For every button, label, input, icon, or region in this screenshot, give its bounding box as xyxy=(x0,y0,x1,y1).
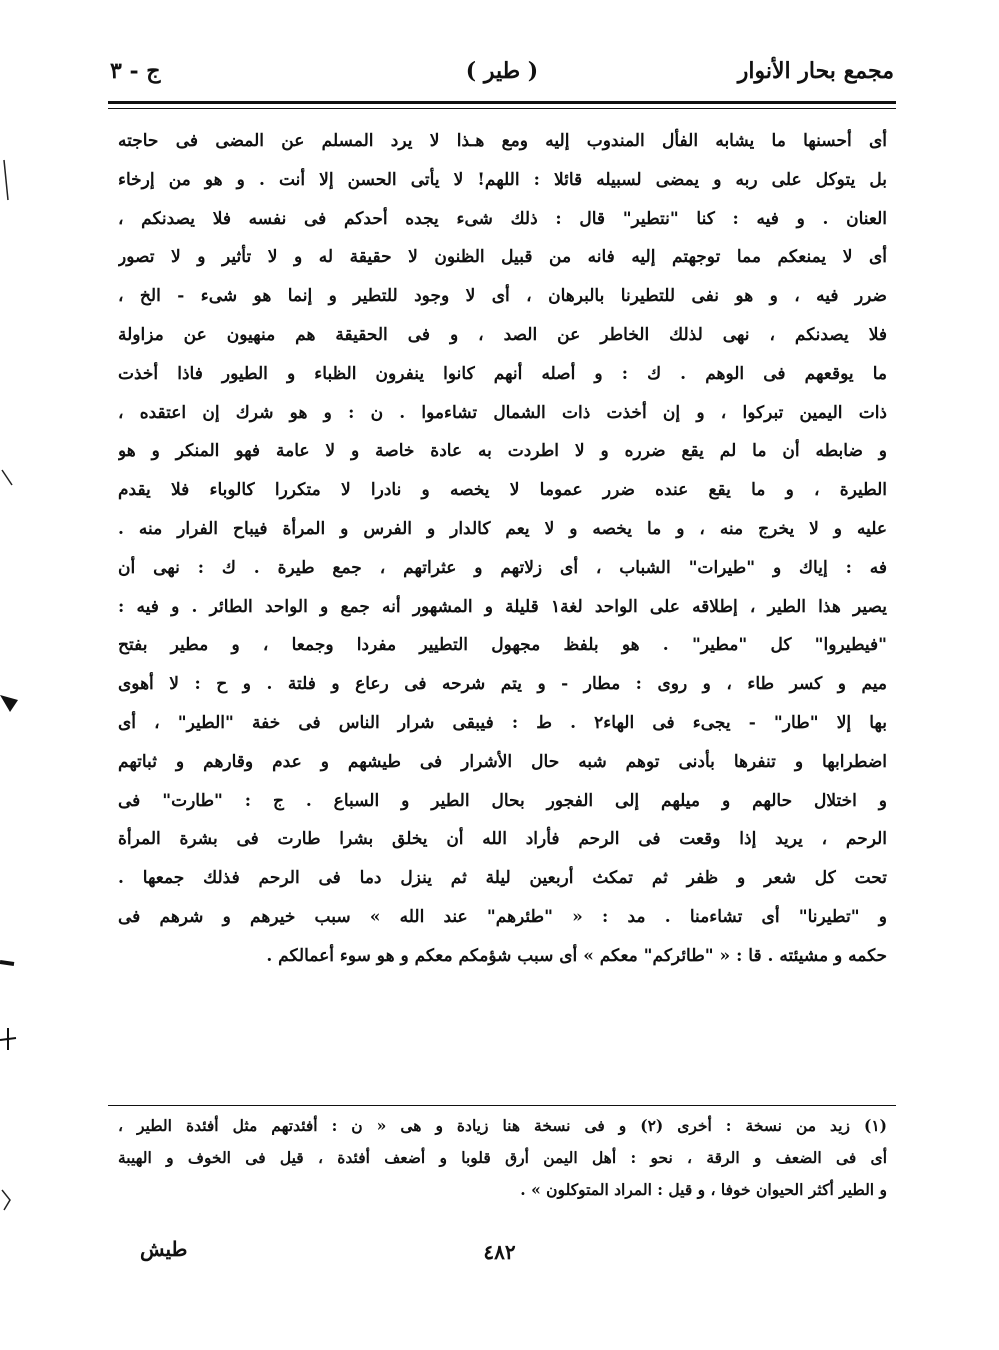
text-line: الطيرة ، و ما يقع عنده ضرر عموما لا يخصه و نادرا لا متكررا كالوباء فلا يقدم xyxy=(118,480,887,501)
scan-edge-marks xyxy=(0,140,20,1220)
header-rule-thin xyxy=(108,108,896,109)
page-number: ٤٨٢ xyxy=(483,1240,516,1264)
text-line: حكمه و مشيئته . قا : « "طائركم" معكم » أى سبب شؤمكم معكم و هو سوء أعمالكم . xyxy=(266,945,887,966)
text-line: و "تطيرنا" أى تشاءمنا . مد : « "طئرهم" عند الله » سبب خيرهم و شرهم فى xyxy=(118,906,887,927)
text-line: فه : إياك و "طيرات" الشباب ، أى زلاتهم و عثراتهم ، جمع طيرة . ك : نهى أن xyxy=(118,557,887,578)
catchword: طيش xyxy=(140,1237,188,1261)
volume-label: ج - ٣ xyxy=(110,58,161,84)
text-line: "فيطيروا" كل "مطير" . هو بلفظ مجهول التطيير مفردا وجمعا ، و مطير بفتح xyxy=(118,635,887,656)
text-line: بل يتوكل على ربه و يمضى لسبيله قائلا : اللهم! لا يأتى الحسن إلا أنت . و هو من إرخاء xyxy=(118,169,887,190)
footnote-line: أى فى الضعف و الرقة ، نحو : أهل اليمن أرق قلوبا و أضعف أفئدة ، قيل فى الخوف و الهيبة xyxy=(118,1148,887,1167)
text-line: ميم و كسر طاء ، و روى : مطار - و يتم شرحه فى رعاع و فلتة . و ح : لا أهوى xyxy=(118,674,887,695)
text-line: بها إلا "طار" - يجىء فى الهاء٢ . ط : فيبقى شرار الناس فى خفة "الطير" ، أى xyxy=(118,712,887,733)
entry-heading: ( طير ) xyxy=(465,58,539,84)
text-line: ما يوقعهم فى الوهم . ك : و أصله أنهم كانوا ينفرون الظباء و الطيور فاذا أخذت xyxy=(118,363,887,384)
text-line: الرحم ، يريد إذا وقعت فى الرحم فأراد الله أن يخلق بشرا طارت فى بشرة المرأة xyxy=(118,829,887,850)
text-line: ذات اليمين تبركوا ، و إن أخذت ذات الشمال تشاءموا . ن : و هو شرك إن اعتقده ، xyxy=(118,402,887,423)
footnote-line: و الطير أكثر الحيوان خوفا ، و قيل : المراد المتوكلون » . xyxy=(520,1180,887,1199)
text-line: و ضابطه أن ما لم يقع ضرره و لا اطردت به عادة خاصة و لا عامة فهو المنكر و هو xyxy=(118,441,887,462)
running-header xyxy=(110,58,894,96)
text-line: تحت كل شعر و ظفر ثم تمكث أربعين ليلة ثم ينزل دما فى الرحم فذلك جمعها . xyxy=(118,868,887,889)
text-line: عليه و لا يخرج منه ، و ما يخصه و لا يعم كالدار و الفرس و المرأة فيباح الفرار منه . xyxy=(118,518,887,539)
header-rule-thick xyxy=(108,101,896,104)
footnote-line: (١) زيد من نسخة : أخرى (٢) و فى نسخة هنا زيادة و هى « ن : أفئدتهم مثل أفئدة الطير ، xyxy=(118,1116,887,1135)
text-line: العنان . و فيه : كنا "نتطير" قال : ذلك شىء يجده أحدكم فى نفسه فلا يصدنكم ، xyxy=(118,208,887,229)
book-title: مجمع بحار الأنوار xyxy=(737,58,894,84)
text-line: ضرر فيه ، و هو نفى للتطيرنا بالبرهان ، أى لا وجود للتطير و إنما هو شىء - الخ ، xyxy=(118,286,887,307)
footnote-rule xyxy=(108,1105,896,1106)
text-line: و اختلال حالهم و ميلهم إلى الفجور بحال الطير و السباع . ج : "طارت" فى xyxy=(118,790,887,811)
footnotes xyxy=(118,1110,887,1206)
text-line: اضطرابها و تنفرها بأدنى توهم شبه حال الأشرار فى طيشهم و عدم وقارهم و ثباتهم xyxy=(118,751,887,772)
text-line: أى أحسنها ما يشابه الفأل المندوب إليه ومع هـذا لا يرد المسلم عن المضى فى حاجته xyxy=(118,131,887,151)
body-text xyxy=(118,122,887,976)
text-line: فلا يصدنكم ، نهى لذلك الخاطر عن الصد ، و فى الحقيقة هم منهيون عن مزاولة xyxy=(118,324,887,345)
text-line: أى لا يمنعكم مما توجهتم إليه فانه من قبيل الظنون لا حقيقة له و لا تأثير و لا تصور xyxy=(118,247,887,268)
text-line: يصير هذا الطير ، إطلاقه على الواحد لغة١ قليلة و المشهور أنه جمع و الواحد الطائر . و فيه : xyxy=(118,596,887,617)
